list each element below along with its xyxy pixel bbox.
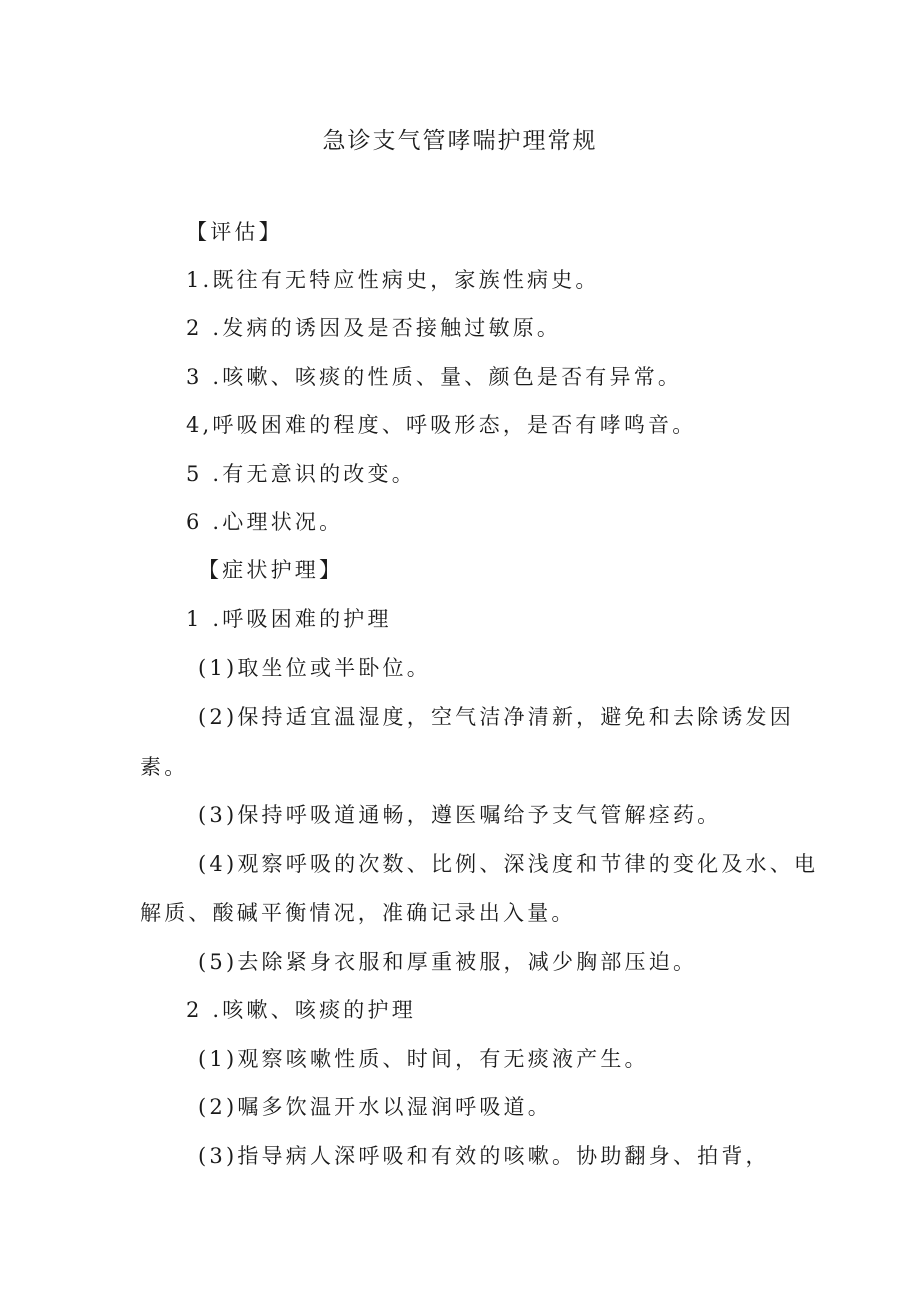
assessment-item-4: 4,呼吸困难的程度、呼吸形态，是否有哮鸣音。 [186,413,697,437]
section-heading-assessment: 【评估】 [186,220,283,244]
subsection-dyspnea-care: 1 .呼吸困难的护理 [186,607,392,631]
document-title: 急诊支气管哮喘护理常规 [322,128,598,154]
assessment-item-6: 6 .心理状况。 [186,510,344,534]
dyspnea-item-3: (3)保持呼吸道通畅，遵医嘱给予支气管解痉药。 [198,803,722,827]
section-heading-symptom-care: 【症状护理】 [198,558,344,582]
dyspnea-item-2-continued: 素。 [140,755,189,779]
dyspnea-item-2: (2)保持适宜温湿度，空气洁净清新，避免和去除诱发因 [198,705,794,729]
cough-item-3: (3)指导病人深呼吸和有效的咳嗽。协助翻身、拍背， [198,1144,770,1168]
cough-item-2: (2)嘱多饮温开水以湿润呼吸道。 [198,1095,552,1119]
assessment-item-3: 3 .咳嗽、咳痰的性质、量、颜色是否有异常。 [186,365,683,389]
assessment-item-5: 5 .有无意识的改变。 [186,462,416,486]
dyspnea-item-4-continued: 解质、酸碱平衡情况，准确记录出入量。 [140,901,576,925]
dyspnea-item-5: (5)去除紧身衣服和厚重被服，减少胸部压迫。 [198,950,698,974]
assessment-item-1: 1.既往有无特应性病史，家族性病史。 [186,268,600,292]
cough-item-1: (1)观察咳嗽性质、时间，有无痰液产生。 [198,1047,649,1071]
subsection-cough-care: 2 .咳嗽、咳痰的护理 [186,998,416,1022]
dyspnea-item-1: (1)取坐位或半卧位。 [198,656,431,680]
dyspnea-item-4: (4)观察呼吸的次数、比例、深浅度和节律的变化及水、电 [198,852,819,876]
assessment-item-2: 2 .发病的诱因及是否接触过敏原。 [186,316,562,340]
